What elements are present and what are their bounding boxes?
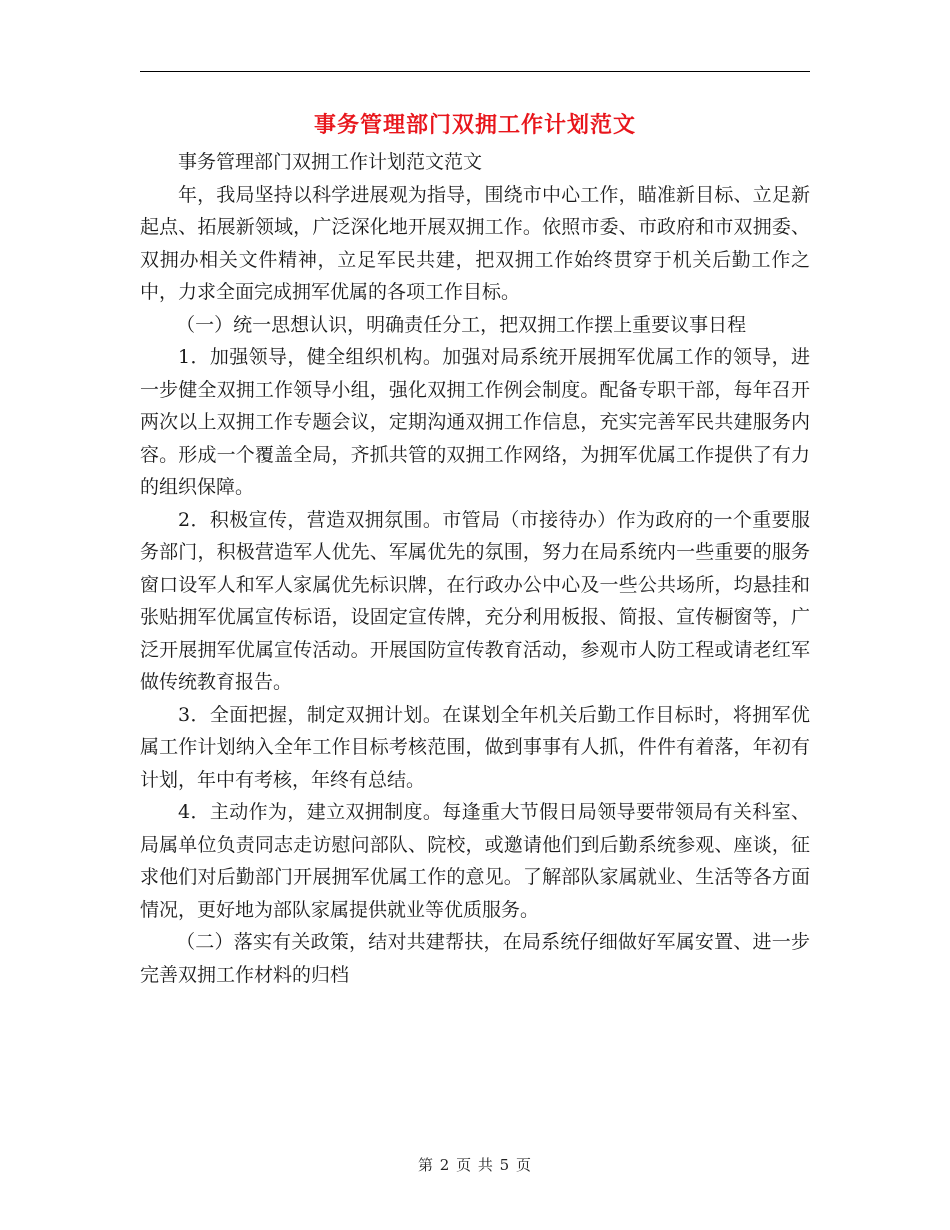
section-heading-1: （一）统一思想认识，明确责任分工，把双拥工作摆上重要议事日程 — [176, 313, 747, 336]
document-body — [140, 146, 810, 991]
section-heading-2: （二）落实有关政策，结对共建帮扶，在局系统仔细做好军属安置、进一步完善双拥工作材料的归档 — [140, 931, 810, 986]
page-number-footer: 第 2 页 共 5 页 — [418, 1156, 532, 1174]
paragraph-item-3: 3．全面把握，制定双拥计划。在谋划全年机关后勤工作目标时，将拥军优属工作计划纳入全年工作目标考核范围，做到事事有人抓，件件有着落，年初有计划，年中有考核，年终有总结。 — [140, 703, 810, 791]
paragraph-item-4: 4．主动作为，建立双拥制度。每逢重大节假日局领导要带领局有关科室、局属单位负责同志走访慰问部队、院校，或邀请他们到后勤系统参观、座谈，征求他们对后勤部门开展拥军优属工作的意见。了解部队家属就业、生活等各方面情况，更好地为部队家属提供就业等优质服务。 — [140, 801, 810, 921]
paragraph-item-2: 2．积极宣传，营造双拥氛围。市管局（市接待办）作为政府的一个重要服务部门，积极营造军人优先、军属优先的氛围，努力在局系统内一些重要的服务窗口设军人和军人家属优先标识牌，在行政办公中心及一些公共场所，均悬挂和张贴拥军优属宣传标语，设固定宣传牌，充分利用板报、简报、宣传橱窗等，广泛开展拥军优属宣传活动。开展国防宣传教育活动，参观市人防工程或请老红军做传统教育报告。 — [140, 508, 810, 693]
paragraph-subtitle: 事务管理部门双拥工作计划范文范文 — [178, 151, 483, 173]
paragraph-intro: 年，我局坚持以科学进展观为指导，围绕市中心工作，瞄准新目标、立足新起点、拓展新领域，广泛深化地开展双拥工作。依照市委、市政府和市双拥委、双拥办相关文件精神，立足军民共建，把双拥工作始终贯穿于机关后勤工作之中，力求全面完成拥军优属的各项工作目标。 — [140, 183, 810, 303]
header-rule — [140, 71, 810, 72]
document-title: 事务管理部门双拥工作计划范文 — [313, 112, 636, 138]
paragraph-item-1: 1．加强领导，健全组织机构。加强对局系统开展拥军优属工作的领导，进一步健全双拥工作领导小组，强化双拥工作例会制度。配备专职干部，每年召开两次以上双拥工作专题会议，定期沟通双拥工作信息，充实完善军民共建服务内容。形成一个覆盖全局，齐抓共管的双拥工作网络，为拥军优属工作提供了有力的组织保障。 — [140, 346, 810, 498]
